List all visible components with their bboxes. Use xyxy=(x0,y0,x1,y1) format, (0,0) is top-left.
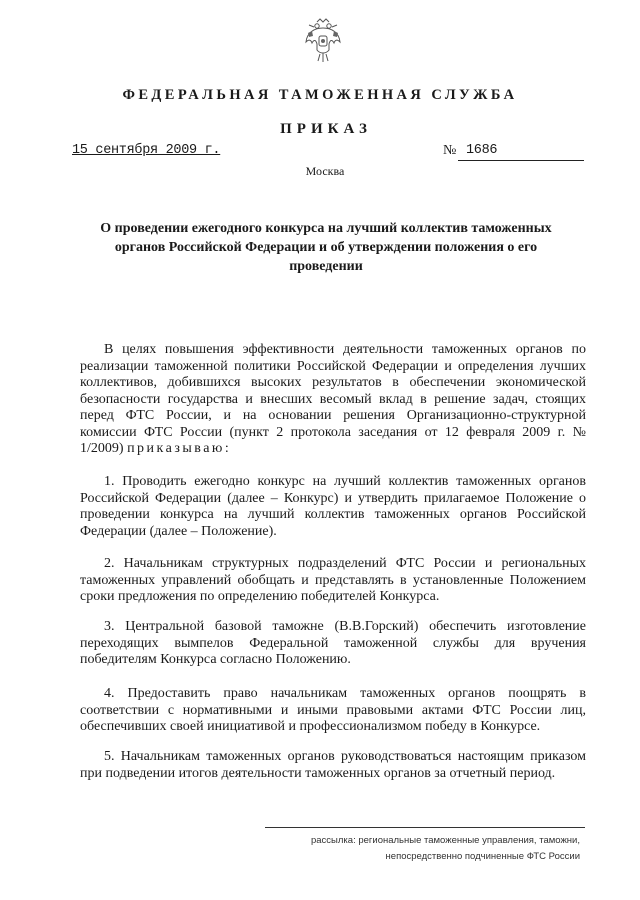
distribution-line-1: рассылка: региональные таможенные управления, таможни, xyxy=(310,835,580,846)
directive-word: приказываю: xyxy=(127,441,232,456)
coat-of-arms-emblem xyxy=(303,18,343,64)
order-subject xyxy=(80,219,572,276)
subject-line-3: проведении xyxy=(289,259,363,274)
preamble-paragraph xyxy=(80,342,586,458)
distribution-line-2: непосредственно подчиненные ФТС России xyxy=(385,851,580,862)
order-item-1: 1. Проводить ежегодно конкурс на лучший коллектив таможенных органов Российской Федерации (далее – Конкурс) и утвердить прилагаемое Положение о проведении конкурса на лучший коллектив таможенных органов Российской Федерации (далее – Положение). xyxy=(80,474,586,539)
distribution-list xyxy=(240,833,580,865)
city: Москва xyxy=(305,164,345,178)
order-item-5: 5. Начальникам таможенных органов руководствоваться настоящим приказом при подведении итогов деятельности таможенных органов за отчетный период. xyxy=(80,749,586,781)
number-sign: № xyxy=(443,143,457,158)
order-number: 1686 xyxy=(466,143,498,158)
preamble-text: В целях повышения эффективности деятельности таможенных органов по реализации таможенной политики Российской Федерации и определения лучших коллективов, добившихся высоких результатов в обеспечении экономической безопасности государства и внесших весомый вклад в решение задач, стоящих перед ФТС России, и на основании решения Организационно-структурной комиссии ФТС России (пункт 2 протокола заседания от 12 февраля 2009 г. № 1/2009) xyxy=(80,342,586,456)
subject-line-1: О проведении ежегодного конкурса на лучший коллектив таможенных xyxy=(100,221,552,236)
document-type: ПРИКАЗ xyxy=(280,121,372,137)
order-item-4: 4. Предоставить право начальникам таможенных органов поощрять в соответствии с нормативными и иными правовыми актами ФТС России лиц, обеспечивших своей инициативой и профессионализмом победу в Конкурсе. xyxy=(80,686,586,734)
footer-divider xyxy=(265,827,585,828)
subject-line-2: органов Российской Федерации и об утверждении положения о его xyxy=(114,240,538,255)
order-item-3: 3. Центральной базовой таможне (В.В.Горский) обеспечить изготовление переходящих вымпелов Федеральной таможенной службы для вручения победителям Конкурса согласно Положению. xyxy=(80,619,586,667)
order-date: 15 сентября 2009 г. xyxy=(72,143,221,158)
agency-name: ФЕДЕРАЛЬНАЯ ТАМОЖЕННАЯ СЛУЖБА xyxy=(122,87,518,103)
order-item-2: 2. Начальникам структурных подразделений ФТС России и региональных таможенных управлений обобщать и представлять в установленные Положением сроки предложения по определению победителей Конкурса. xyxy=(80,556,586,604)
number-underline xyxy=(458,160,584,161)
